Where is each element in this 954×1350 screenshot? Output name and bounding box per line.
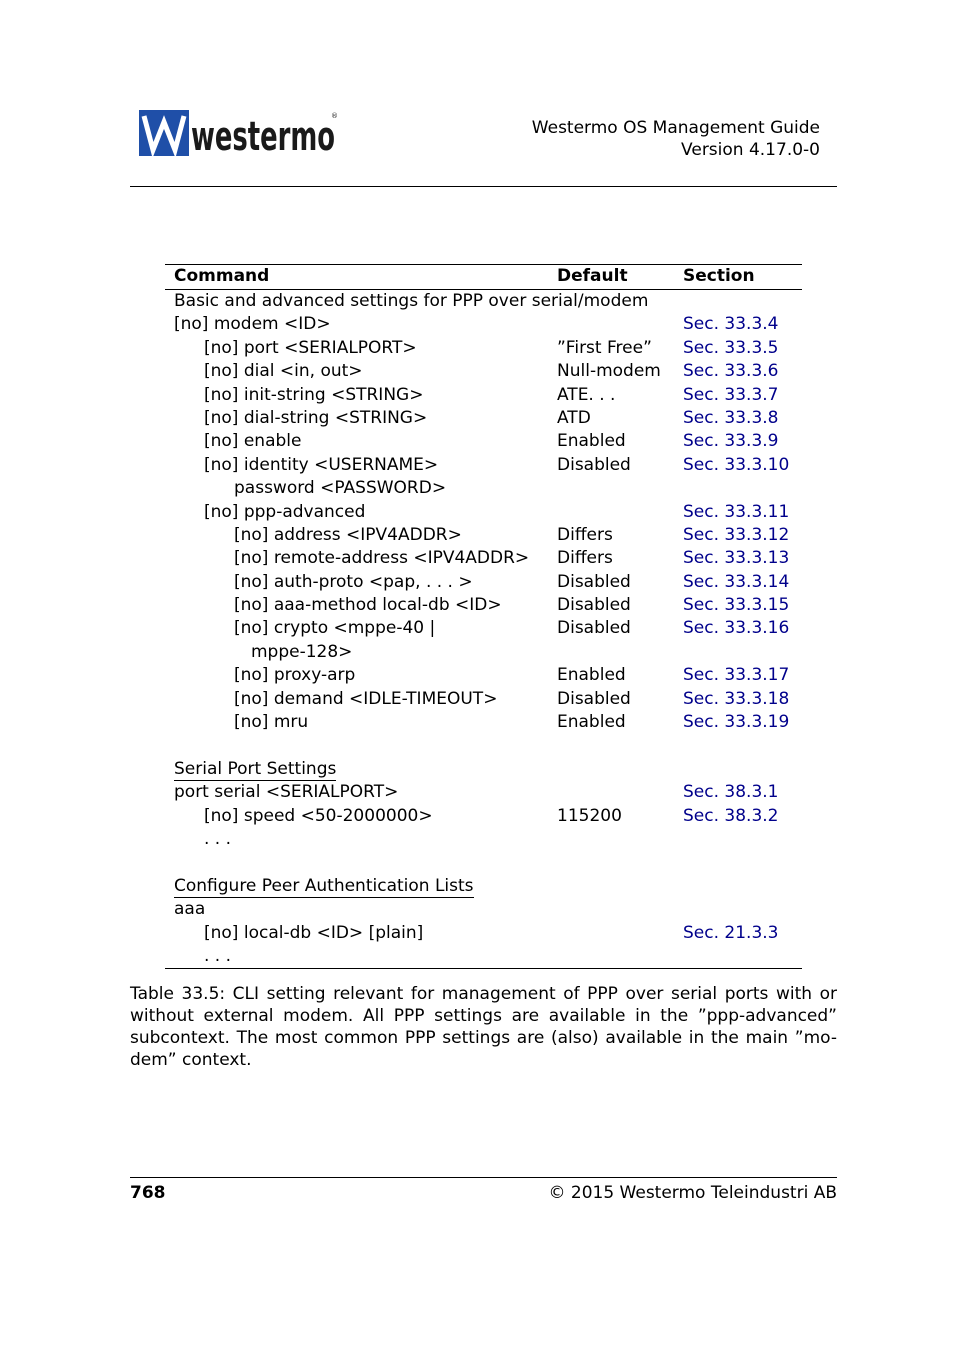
command-cell: [no] identity <USERNAME> (204, 454, 439, 475)
command-cell: [no] local-db <ID> [plain] (204, 922, 424, 943)
table-row (165, 571, 802, 594)
group-title-row (165, 758, 802, 781)
section-link[interactable]: Sec. 33.3.17 (683, 665, 790, 686)
default-cell: Disabled (557, 595, 631, 616)
table-row (165, 547, 802, 570)
command-cell: [no] remote-address <IPV4ADDR> (234, 548, 530, 569)
default-cell: Differs (557, 524, 613, 545)
table-row (165, 313, 802, 336)
footer-divider (130, 1177, 837, 1178)
command-cell: . . . (204, 945, 232, 966)
section-link[interactable]: Sec. 33.3.7 (683, 384, 779, 405)
ppp-rows (165, 313, 802, 734)
section-link[interactable]: Sec. 33.3.5 (683, 337, 779, 358)
section-link[interactable]: Sec. 33.3.14 (683, 571, 790, 592)
command-cell: mppe-128> (251, 641, 353, 662)
default-cell: Disabled (557, 618, 631, 639)
table-row (165, 711, 802, 734)
section-link[interactable]: Sec. 33.3.12 (683, 524, 790, 545)
command-cell: [no] ppp-advanced (204, 501, 366, 522)
command-cell: . . . (204, 828, 232, 849)
table-row (165, 641, 802, 664)
header-command: Command (174, 266, 270, 286)
section-link[interactable]: Sec. 33.3.6 (683, 361, 779, 382)
table-row (165, 617, 802, 640)
svg-text:westermo: westermo (191, 114, 335, 158)
section-link[interactable]: Sec. 33.3.4 (683, 314, 779, 335)
default-cell: Disabled (557, 688, 631, 709)
command-cell: [no] enable (204, 431, 302, 452)
table-row (165, 360, 802, 383)
section-link[interactable]: Sec. 33.3.16 (683, 618, 790, 639)
document-header (532, 117, 820, 161)
aaa-rows (165, 898, 802, 968)
default-cell: Enabled (557, 712, 626, 733)
page-number: 768 (130, 1183, 166, 1203)
table-row (165, 805, 802, 828)
table-row (165, 501, 802, 524)
spacer-row (165, 734, 802, 757)
command-cell: [no] proxy-arp (234, 665, 356, 686)
svg-text:®: ® (331, 112, 338, 120)
group-title-row (165, 290, 802, 313)
command-cell: [no] auth-proto <pap, . . . > (234, 571, 473, 592)
command-cell: [no] modem <ID> (174, 314, 331, 335)
table-row (165, 688, 802, 711)
command-cell: [no] mru (234, 712, 309, 733)
section-link[interactable]: Sec. 33.3.11 (683, 501, 790, 522)
westermo-logo (139, 110, 339, 158)
header-divider (130, 186, 837, 187)
header-section: Section (683, 266, 755, 286)
table-row (165, 477, 802, 500)
table-row (165, 664, 802, 687)
command-cell: [no] init-string <STRING> (204, 384, 424, 405)
table-header-row (165, 265, 802, 290)
table-row (165, 898, 802, 921)
table-row (165, 430, 802, 453)
command-cell: port serial <SERIALPORT> (174, 782, 399, 803)
command-cell: [no] crypto <mppe-40 | (234, 618, 436, 639)
cli-settings-table (165, 264, 802, 969)
command-cell: [no] address <IPV4ADDR> (234, 524, 462, 545)
section-link[interactable]: Sec. 33.3.19 (683, 712, 790, 733)
header-default: Default (557, 266, 628, 286)
table-row (165, 524, 802, 547)
default-cell: ATE. . . (557, 384, 616, 405)
table-row (165, 454, 802, 477)
command-cell: password <PASSWORD> (234, 478, 447, 499)
spacer-row (165, 851, 802, 874)
command-cell: [no] dial-string <STRING> (204, 407, 428, 428)
table-row (165, 945, 802, 968)
default-cell: Enabled (557, 665, 626, 686)
table-row (165, 384, 802, 407)
default-cell: 115200 (557, 805, 622, 826)
command-cell: aaa (174, 899, 206, 920)
group-title-serial: Serial Port Settings (174, 758, 337, 779)
section-link[interactable]: Sec. 21.3.3 (683, 922, 779, 943)
table-row (165, 922, 802, 945)
section-link[interactable]: Sec. 38.3.2 (683, 805, 779, 826)
command-cell: [no] speed <50-2000000> (204, 805, 433, 826)
command-cell: [no] port <SERIALPORT> (204, 337, 417, 358)
section-link[interactable]: Sec. 33.3.10 (683, 454, 790, 475)
table-row (165, 781, 802, 804)
section-link[interactable]: Sec. 33.3.8 (683, 407, 779, 428)
default-cell: Enabled (557, 431, 626, 452)
default-cell: ATD (557, 407, 591, 428)
default-cell: Null-modem (557, 361, 661, 382)
table-row (165, 407, 802, 430)
group-title-ppp: Basic and advanced settings for PPP over serial/modem (174, 291, 649, 311)
serial-rows (165, 781, 802, 851)
section-link[interactable]: Sec. 33.3.18 (683, 688, 790, 709)
section-link[interactable]: Sec. 33.3.13 (683, 548, 790, 569)
document-title: Westermo OS Management Guide (531, 118, 820, 138)
command-cell: [no] dial <in, out> (204, 361, 363, 382)
table-row (165, 337, 802, 360)
command-cell: [no] aaa-method local-db <ID> (234, 595, 502, 616)
default-cell: Differs (557, 548, 613, 569)
section-link[interactable]: Sec. 33.3.15 (683, 595, 790, 616)
document-version: Version 4.17.0-0 (681, 140, 820, 160)
table-row (165, 594, 802, 617)
table-row (165, 828, 802, 851)
group-title-aaa: Configure Peer Authentication Lists (174, 875, 474, 896)
table-caption: Table 33.5: CLI setting relevant for management of PPP over serial ports with or without external modem. All PPP settings are available in the ”ppp-advanced” subcontext. The most common PPP settings are (also) available in the main ”mo- dem” context. (130, 984, 837, 1070)
copyright-notice: © 2015 Westermo Teleindustri AB (548, 1183, 837, 1203)
group-title-row (165, 875, 802, 898)
section-link[interactable]: Sec. 33.3.9 (683, 431, 779, 452)
default-cell: ”First Free” (557, 337, 652, 358)
section-link[interactable]: Sec. 38.3.1 (683, 782, 779, 803)
default-cell: Disabled (557, 454, 631, 475)
default-cell: Disabled (557, 571, 631, 592)
command-cell: [no] demand <IDLE-TIMEOUT> (234, 688, 498, 709)
